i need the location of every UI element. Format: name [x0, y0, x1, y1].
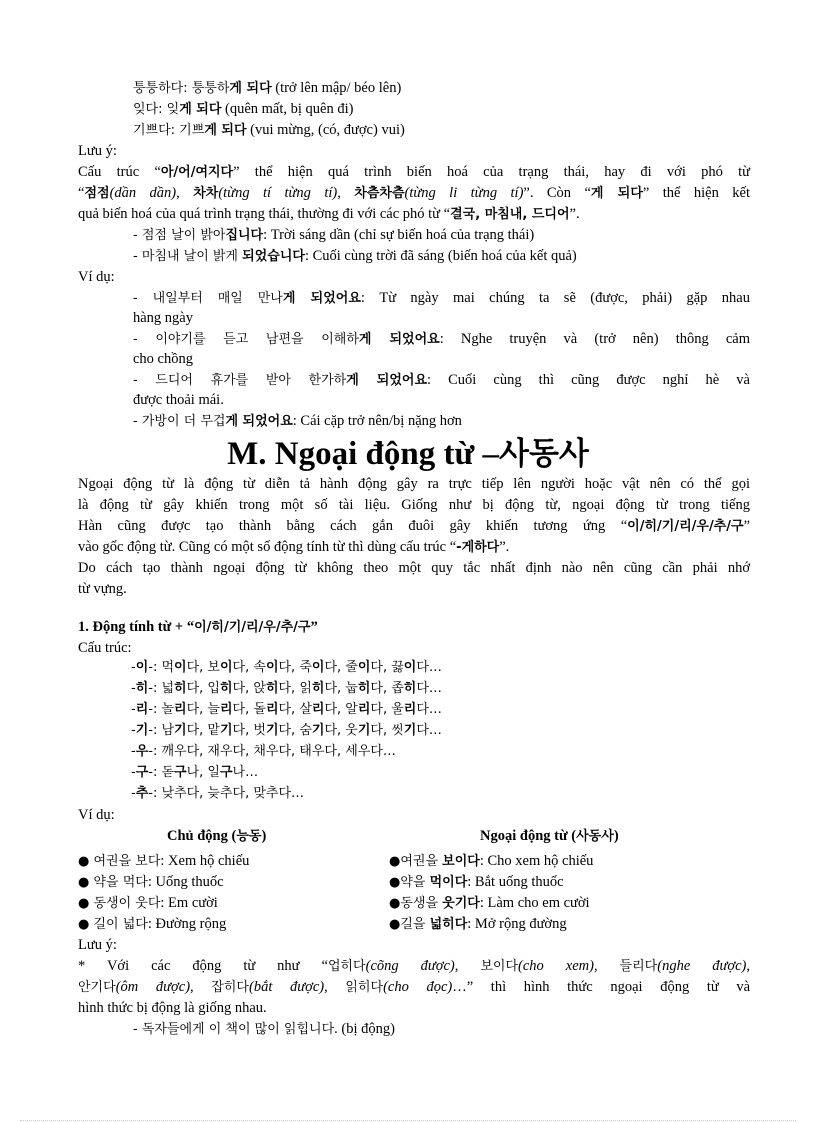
example-line: 퉁퉁하다: 퉁퉁하게 되다 (trở lên mập/ béo lên)	[133, 80, 402, 96]
active-example: ● 동생이 웃다: Em cười	[78, 895, 218, 911]
example-label: Ví dụ:	[78, 807, 115, 823]
note-label: Lưu ý:	[78, 143, 117, 159]
active-example: ● 여권을 보다: Xem hộ chiếu	[78, 853, 250, 869]
causative-example: ●약을 먹이다: Bắt uống thuốc	[389, 874, 564, 890]
active-example: ● 길이 넓다: Đường rộng	[78, 916, 227, 932]
active-column-header: Chủ động (능동)	[167, 828, 267, 844]
example-line: - 이야기를 듣고 남편을 이해하게 되었어요: Nghe truyện và (trở nên) thông cảm	[133, 331, 750, 347]
suffix-row-chu: -추-: 낮추다, 늦추다, 맞추다…	[131, 786, 305, 801]
page-border	[20, 1120, 796, 1121]
example-line: được thoải mái.	[133, 392, 224, 408]
paragraph-line: Hàn cũng được tạo thành bằng cách gắn đuôi gây khiến tương ứng “이/히/기/리/우/추/구”	[78, 518, 750, 534]
example-line: 기쁘다: 기쁘게 되다 (vui mừng, (có, được) vui)	[133, 122, 405, 138]
causative-column-header: Ngoại động từ (사동사)	[480, 828, 619, 844]
note-line: hình thức bị động là giống nhau.	[78, 1000, 267, 1016]
example-line: hàng ngày	[133, 310, 193, 326]
example-line: - 점점 날이 밝아집니다: Trời sáng dần (chỉ sự biến hoá của trạng thái)	[133, 227, 535, 243]
suffix-row-gu: -구-: 돋구나, 일구나…	[131, 765, 259, 780]
subsection-title: 1. Động tính từ + “이/히/기/리/우/추/구”	[78, 619, 318, 635]
paragraph-line: Do cách tạo thành ngoại động từ không theo một quy tắc nhất định nào nên cũng cần phải nhớ	[78, 560, 750, 576]
suffix-row-ri: -리-: 놀리다, 늘리다, 돌리다, 살리다, 알리다, 울리다…	[131, 702, 442, 717]
example-line: - 마침내 날이 밝게 되었습니다: Cuối cùng trời đã sáng (biến hoá của kết quả)	[133, 248, 577, 264]
example-line: - 가방이 더 무겁게 되었어요: Cái cặp trở nên/bị nặng hơn	[133, 413, 462, 429]
example-line: 잊다: 잊게 되다 (quên mất, bị quên đi)	[133, 101, 354, 117]
causative-example: ●길을 넓히다: Mở rộng đường	[389, 916, 567, 932]
example-line: - 드디어 휴가를 받아 한가하게 되었어요: Cuối cùng thì cũng được nghỉ hè và	[133, 372, 750, 388]
paragraph-line: vào gốc động từ. Cũng có một số động tính từ thì dùng cấu trúc “-게하다”.	[78, 539, 510, 555]
suffix-row-hi: -히-: 넓히다, 입히다, 앉히다, 읽히다, 눕히다, 좁히다…	[131, 681, 442, 696]
suffix-row-i: -이-: 먹이다, 보이다, 속이다, 죽이다, 줄이다, 끓이다…	[131, 660, 442, 675]
paragraph-line: Ngoại động từ là động từ diễn tả hành động gây ra trực tiếp lên người hoặc vật nên có thể gọi	[78, 476, 750, 492]
paragraph-line: Cấu trúc “아/어/여지다” thể hiện quá trình biến hoá của trạng thái, hay đi với phó từ	[78, 164, 750, 180]
paragraph-line: là động từ gây khiến trong một số tài liệu. Giống như bị động từ, ngoại động từ trong tiếng	[78, 497, 750, 513]
note-label: Lưu ý:	[78, 937, 117, 953]
causative-example: ●여권을 보이다: Cho xem hộ chiếu	[389, 853, 594, 869]
paragraph-line: quả biến hoá của quá trình trạng thái, thường đi với các phó từ “결국, 마침내, 드디어”.	[78, 206, 580, 222]
structure-label: Cấu trúc:	[78, 640, 132, 656]
paragraph-line: “점점(dần dần), 차차(từng tí từng tí), 차츰차츰(từng li từng tí)”. Còn “게 되다” thể hiện kết	[78, 185, 751, 201]
causative-example: ●동생을 웃기다: Làm cho em cười	[389, 895, 590, 911]
paragraph-line: từ vựng.	[78, 581, 127, 597]
suffix-row-gi: -기-: 남기다, 맡기다, 벗기다, 숨기다, 웃기다, 씻기다…	[131, 723, 442, 738]
note-line: 안기다(ôm được), 잡히다(bắt được), 읽히다(cho đọc)…” thì hình thức ngoại động từ và	[78, 979, 751, 995]
example-line: - 내일부터 매일 만나게 되었어요: Từ ngày mai chúng ta sẽ (được, phải) gặp nhau	[133, 290, 750, 306]
example-label: Ví dụ:	[78, 269, 115, 285]
section-heading: M. Ngoại động từ –사동사	[227, 436, 589, 472]
note-example: - 독자들에게 이 책이 많이 읽힙니다. (bị động)	[133, 1021, 395, 1037]
active-example: ● 약을 먹다: Uống thuốc	[78, 874, 224, 890]
example-line: cho chồng	[133, 351, 193, 367]
suffix-row-u: -우-: 깨우다, 재우다, 채우다, 태우다, 세우다…	[131, 744, 396, 759]
note-line: * Với các động từ như “업히다(cõng được), 보이다(cho xem), 들리다(nghe được),	[78, 958, 750, 974]
